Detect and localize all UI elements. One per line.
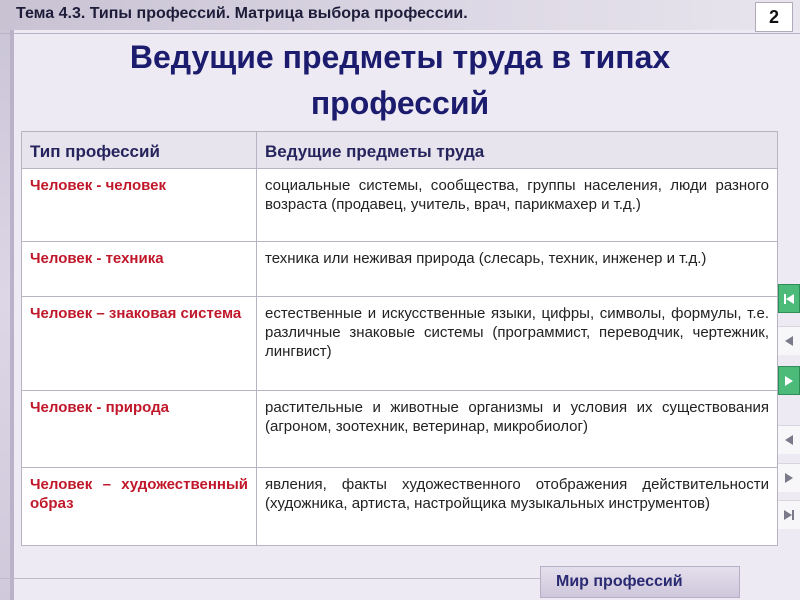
previous-slide-icon: [781, 432, 797, 448]
slide-title: [30, 34, 770, 126]
next-slide-icon: [781, 373, 797, 389]
table-header-row: [22, 132, 778, 169]
next-slide-button-lower[interactable]: [778, 463, 800, 492]
profession-type-cell: Человек – художественный образ: [22, 468, 257, 546]
work-subjects-cell: естественные и искусственные языки, цифры, символы, формулы, т.е. различные знаковые системы (программист, переводчик, чертежник, лингвист): [257, 297, 778, 391]
profession-type-cell: Человек - человек: [22, 169, 257, 242]
table-row: [22, 242, 778, 297]
profession-type-cell: Человек - техника: [22, 242, 257, 297]
previous-slide-icon: [781, 333, 797, 349]
previous-slide-button-lower[interactable]: [778, 425, 800, 454]
work-subjects-cell: социальные системы, сообщества, группы населения, люди разного возраста (продавец, учитель, врач, парикмахер и т.д.): [257, 169, 778, 242]
previous-slide-button[interactable]: [778, 326, 800, 355]
slide-title-line1: Ведущие предметы труда в типах: [129, 39, 671, 75]
table-row: [22, 297, 778, 391]
first-slide-button[interactable]: [778, 284, 800, 313]
work-subjects-cell: техника или неживая природа (слесарь, техник, инженер и т.д.): [257, 242, 778, 297]
next-slide-button[interactable]: [778, 366, 800, 395]
table-row: [22, 169, 778, 242]
profession-type-cell: Человек - природа: [22, 391, 257, 468]
left-decorative-stripe-inner: [10, 0, 14, 600]
last-slide-icon: [781, 507, 797, 523]
slide-title-line2: профессий: [310, 85, 490, 121]
table-row: [22, 391, 778, 468]
table-row: [22, 468, 778, 546]
footer-label[interactable]: Мир профессий: [556, 573, 683, 590]
professions-table: [21, 131, 778, 546]
topic-header: Тема 4.3. Типы профессий. Матрица выбора профессии.: [16, 5, 468, 22]
footer-divider: [0, 578, 540, 579]
profession-type-cell: Человек – знаковая система: [22, 297, 257, 391]
first-slide-icon: [781, 291, 797, 307]
column-header-subjects: Ведущие предметы труда: [257, 132, 778, 169]
column-header-type: Тип профессий: [22, 132, 257, 169]
last-slide-button[interactable]: [778, 500, 800, 529]
work-subjects-cell: явления, факты художественного отображения действительности (художника, артиста, настройщика музыкальных инструментов): [257, 468, 778, 546]
work-subjects-cell: растительные и животные организмы и условия их существования (агроном, зоотехник, ветеринар, микробиолог): [257, 391, 778, 468]
slide-number: 2: [755, 2, 793, 32]
next-slide-icon: [781, 470, 797, 486]
left-decorative-stripe: [0, 0, 10, 600]
